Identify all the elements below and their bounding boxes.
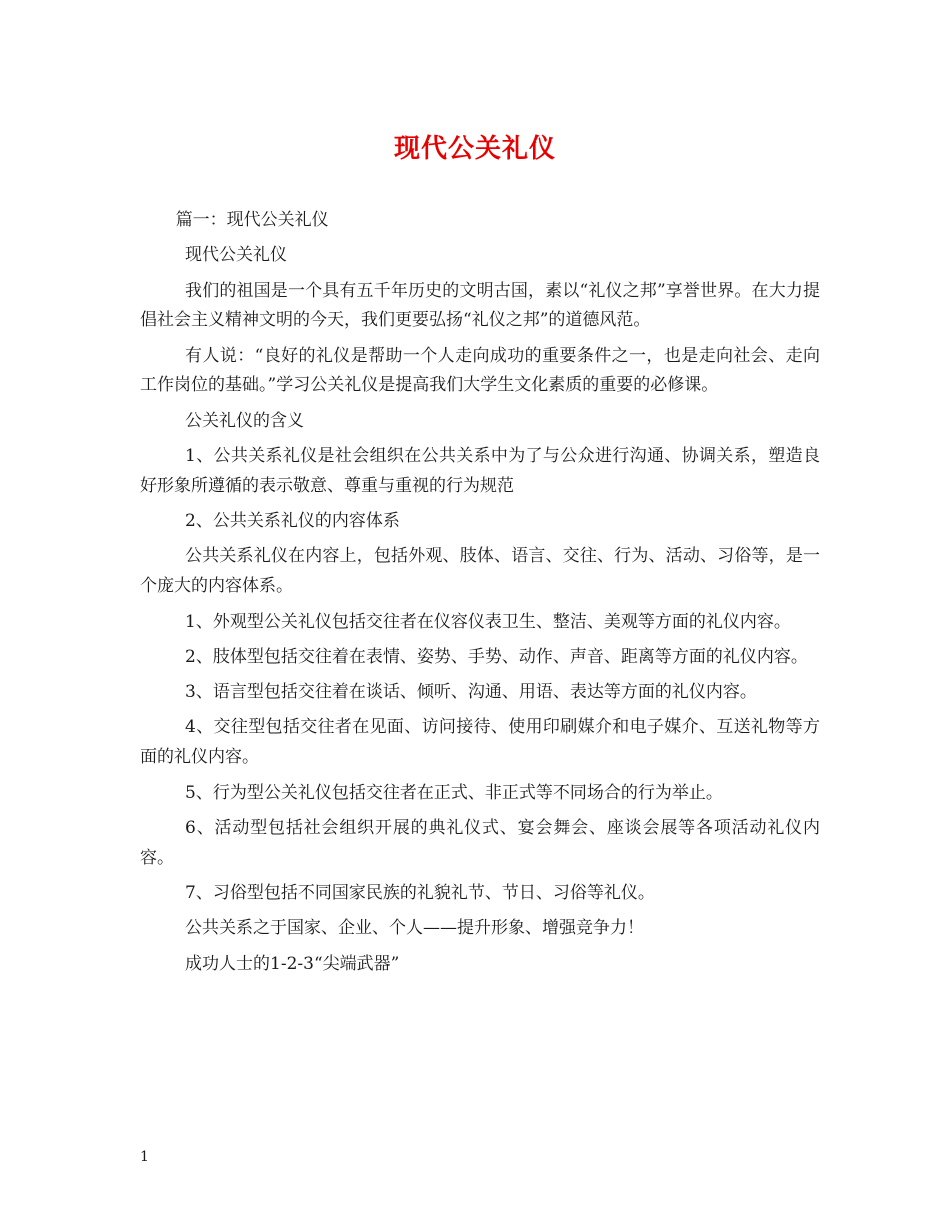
document-body <box>140 206 820 985</box>
paragraph: 1、公共关系礼仪是社会组织在公共关系中为了与公众进行沟通、协调关系，塑造良好形象所遵循的表示敬意、尊重与重视的行为规范 <box>140 446 820 496</box>
paragraph: 公共关系之于国家、企业、个人——提升形象、增强竞争力！ <box>185 918 645 939</box>
paragraph: 3、语言型包括交往着在谈话、倾听、沟通、用语、表达等方面的礼仪内容。 <box>185 682 757 703</box>
document-title: 现代公关礼仪 <box>393 134 556 164</box>
paragraph: 有人说：“良好的礼仪是帮助一个人走向成功的重要条件之一，也是走向社会、走向工作岗位的基础。”学习公关礼仪是提高我们大学生文化素质的重要的必修课。 <box>140 345 820 396</box>
paragraph: 成功人士的1-2-3“尖端武器” <box>185 953 400 974</box>
paragraph: 4、交往型包括交往者在见面、访问接待、使用印刷媒介和电子媒介、互送礼物等方面的礼仪内容。 <box>140 717 820 768</box>
paragraph: 篇一：现代公关礼仪 <box>175 210 329 230</box>
paragraph: 2、肢体型包括交往着在表情、姿势、手势、动作、声音、距离等方面的礼仪内容。 <box>185 646 808 667</box>
paragraph: 现代公关礼仪 <box>185 245 288 266</box>
paragraph: 我们的祖国是一个具有五千年历史的文明古国，素以“礼仪之邦”享誉世界。在大力提倡社会主义精神文明的今天，我们更要弘扬“礼仪之邦”的道德风范。 <box>140 280 820 331</box>
paragraph: 公关礼仪的含义 <box>185 410 305 431</box>
paragraph: 公共关系礼仪在内容上，包括外观、肢体、语言、交往、行为、活动、习俗等，是一个庞大的内容体系。 <box>140 546 820 597</box>
paragraph: 2、公共关系礼仪的内容体系 <box>185 511 400 532</box>
paragraph: 6、活动型包括社会组织开展的典礼仪式、宴会舞会、座谈会展等各项活动礼仪内容。 <box>140 817 820 868</box>
paragraph: 5、行为型公关礼仪包括交往者在正式、非正式等不同场合的行为举止。 <box>185 782 723 803</box>
paragraph: 7、习俗型包括不同国家民族的礼貌礼节、节日、习俗等礼仪。 <box>185 882 655 903</box>
paragraph: 1、外观型公关礼仪包括交往者在仪容仪表卫生、整洁、美观等方面的礼仪内容。 <box>185 611 791 632</box>
page-number: 1 <box>140 1149 149 1165</box>
